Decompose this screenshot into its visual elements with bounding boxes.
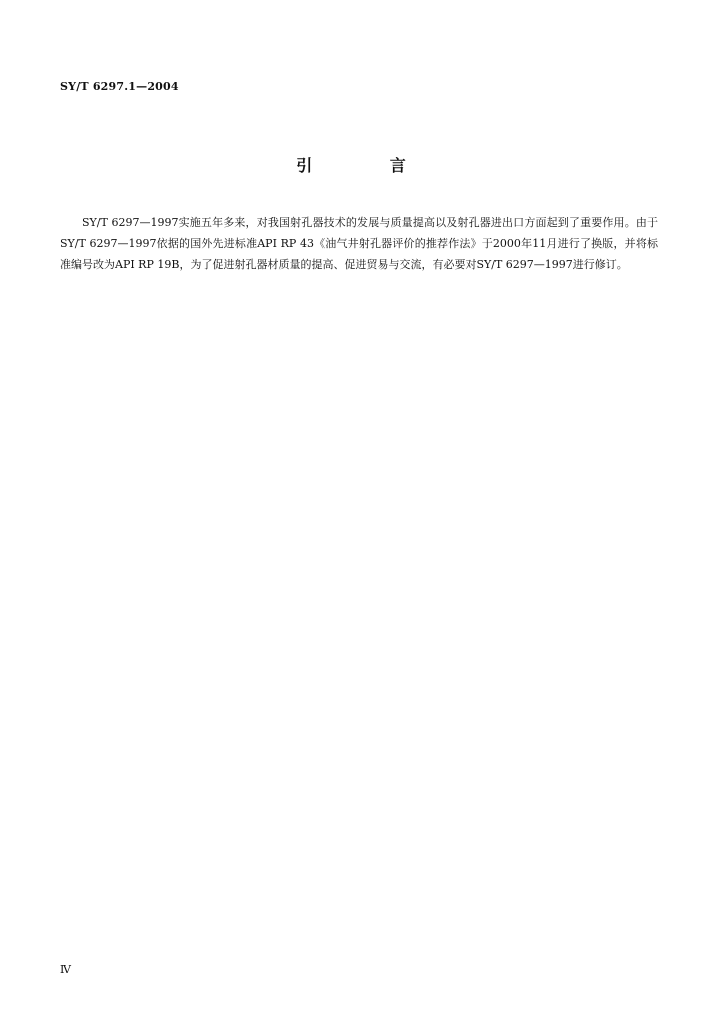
intro-paragraph: SY/T 6297—1997实施五年多来，对我国射孔器技术的发展与质量提高以及射孔器进出口方面起到了重要作用。由于SY/T 6297—1997依据的国外先进标准API RP 43《油气井射孔器评价的推荐作法》于2000年11月进行了换版，并将标准编号改为API RP 19B，为了促进射孔器材质量的提高、促进贸易与交流，有必要对SY/T 6297—1997进行修订。 (60, 216, 658, 271)
page-number: Ⅳ (60, 963, 71, 976)
section-title: 引 言 (296, 156, 442, 175)
standard-code: SY/T 6297.1—2004 (60, 80, 179, 93)
